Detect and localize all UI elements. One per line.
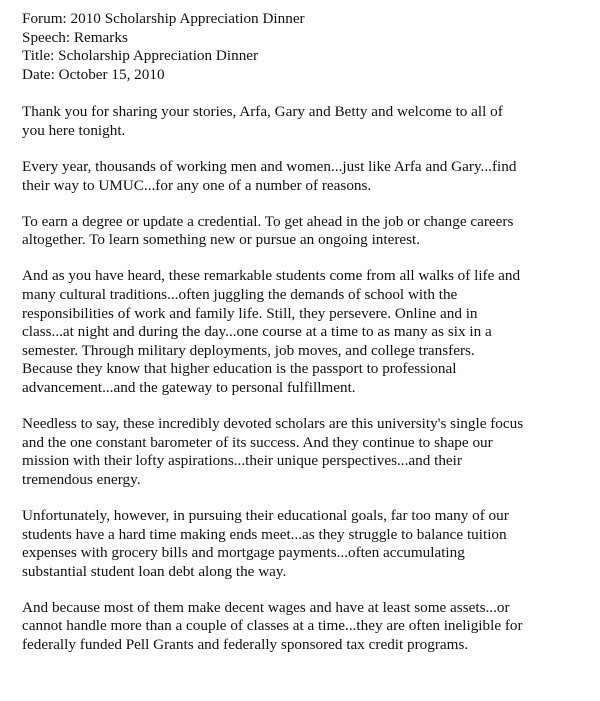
- text-line: Unfortunately, however, in pursuing their educational goals, far too many of our: [22, 506, 509, 524]
- text-line: you here tonight.: [22, 121, 126, 139]
- paragraph-scholars: [22, 415, 582, 489]
- paragraph-reasons: [22, 213, 582, 250]
- forum-line: Forum: 2010 Scholarship Appreciation Dinner: [22, 10, 305, 27]
- text-line: Thank you for sharing your stories, Arfa, Gary and Betty and welcome to all of: [22, 103, 503, 121]
- speech-line: Speech: Remarks: [22, 28, 128, 46]
- text-line: responsibilities of work and family life. Still, they persevere. Online and in: [22, 304, 478, 322]
- text-line: many cultural traditions...often juggling the demands of school with the: [22, 286, 458, 304]
- text-line: Needless to say, these incredibly devoted scholars are this university's single focus: [22, 415, 524, 433]
- text-line: tremendous energy.: [22, 470, 141, 488]
- text-line: And as you have heard, these remarkable students come from all walks of life and: [22, 267, 521, 285]
- date-line: Date: October 15, 2010: [22, 65, 165, 83]
- text-line: Every year, thousands of working men and women...just like Arfa and Gary...find: [22, 158, 517, 176]
- text-line: federally funded Pell Grants and federally sponsored tax credit programs.: [22, 636, 469, 654]
- text-line: And because most of them make decent wages and have at least some assets...or: [22, 598, 510, 616]
- paragraph-welcome: [22, 103, 582, 140]
- paragraph-students: [22, 267, 582, 397]
- text-line: expenses with grocery bills and mortgage payments...often accumulating: [22, 544, 465, 562]
- paragraph-ineligible: [22, 599, 582, 655]
- text-line: advancement...and the gateway to personal fulfillment.: [22, 379, 356, 396]
- text-line: To earn a degree or update a credential. To get ahead in the job or change careers: [22, 212, 514, 230]
- document-page: [22, 10, 582, 672]
- text-line: substantial student loan debt along the way.: [22, 562, 287, 580]
- text-line: students have a hard time making ends meet...as they struggle to balance tuition: [22, 525, 507, 543]
- paragraph-unfortunately: [22, 507, 582, 581]
- text-line: and the one constant barometer of its success. And they continue to shape our: [22, 433, 493, 451]
- text-line: altogether. To learn something new or pursue an ongoing interest.: [22, 231, 421, 249]
- text-line: mission with their lofty aspirations...their unique perspectives...and their: [22, 452, 462, 470]
- text-line: their way to UMUC...for any one of a number of reasons.: [22, 176, 372, 194]
- paragraph-every-year: [22, 158, 582, 195]
- speech-header: [22, 10, 582, 84]
- text-line: semester. Through military deployments, job moves, and college transfers.: [22, 341, 475, 359]
- text-line: cannot handle more than a couple of classes at a time...they are often ineligible for: [22, 617, 523, 635]
- title-line: Title: Scholarship Appreciation Dinner: [22, 47, 259, 65]
- text-line: Because they know that higher education is the passport to professional: [22, 360, 457, 378]
- text-line: class...at night and during the day...one course at a time to as many as six in a: [22, 323, 492, 341]
